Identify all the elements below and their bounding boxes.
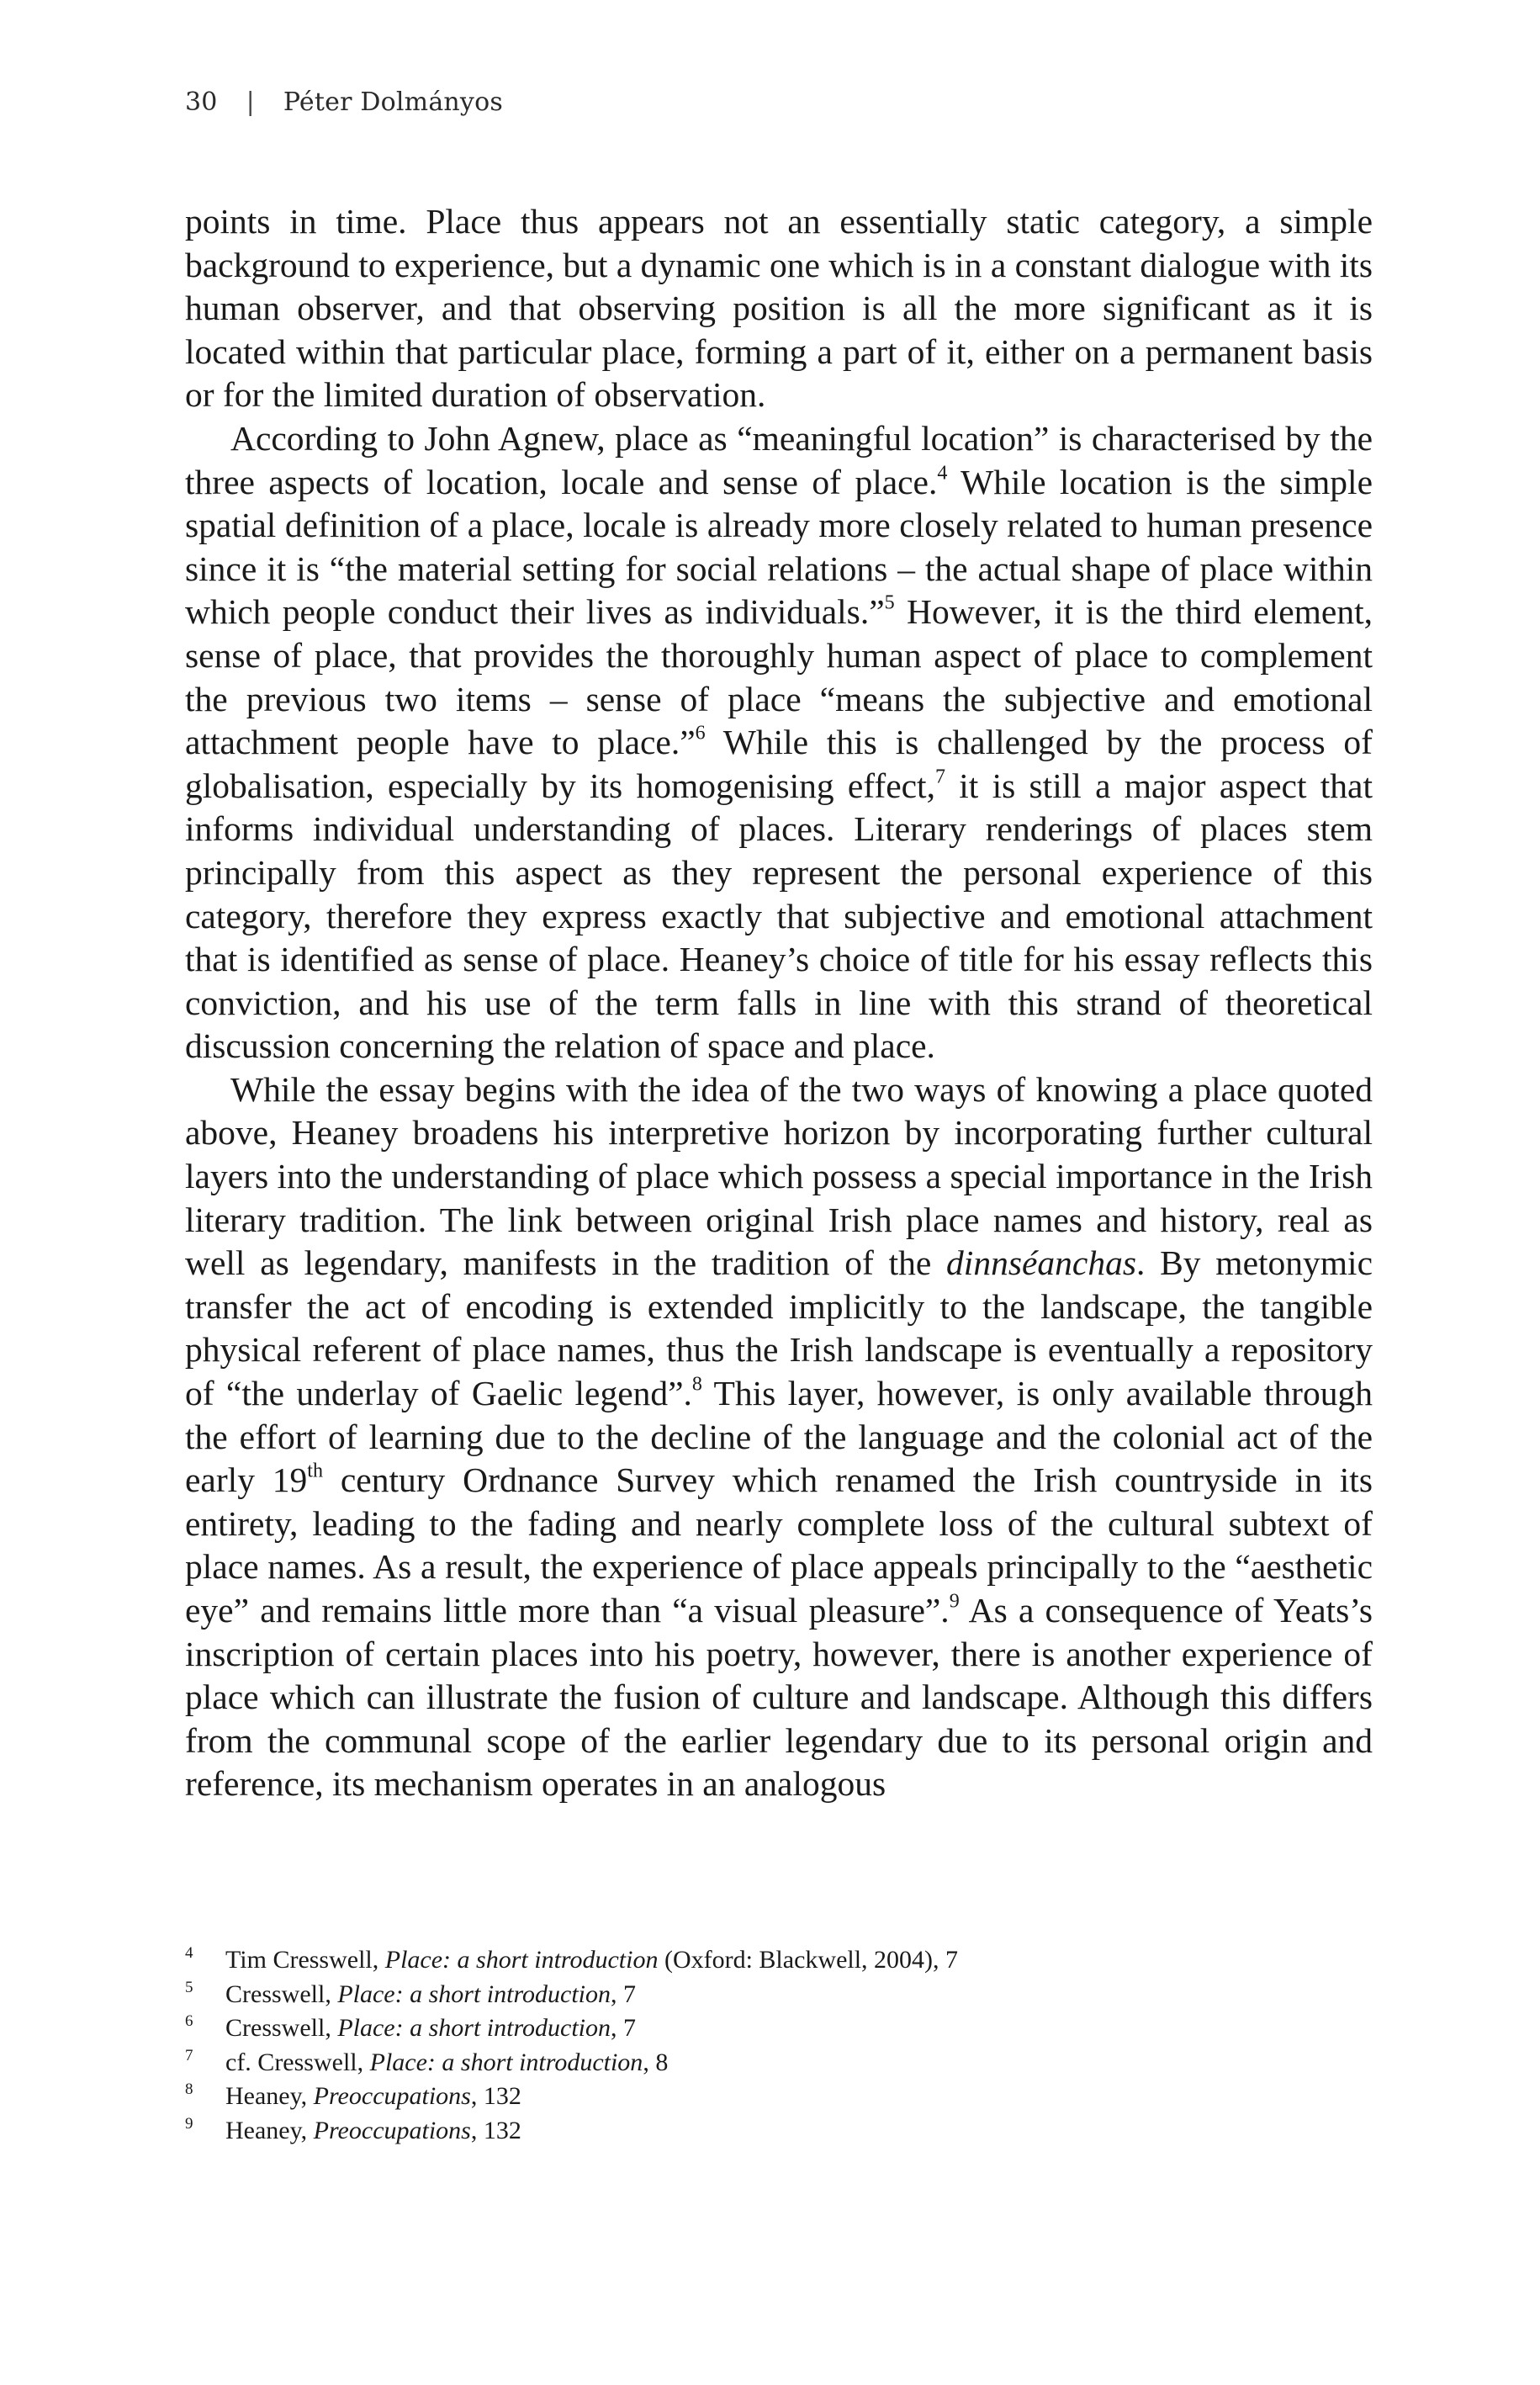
- paragraph: [185, 200, 1373, 417]
- text-run: Tim Cresswell,: [225, 1946, 385, 1974]
- paragraph: [185, 417, 1373, 1068]
- italic-text: Preoccupations: [313, 2082, 471, 2110]
- italic-text: Place: a short introduction: [337, 2014, 611, 2042]
- text-run: Heaney,: [225, 2116, 314, 2144]
- text-run: points in time. Place thus appears not an essentially static category, a simple background to experience, but a dynamic one which is in a constant dialogue with its human observer, and that observing position is all the more significant as it is located within that particular place, forming a part of it, either on a permanent basis or for the limited duration of observation.: [185, 202, 1373, 415]
- footnote-number: 5: [185, 1978, 193, 1996]
- footnote-ref: 4: [937, 462, 948, 485]
- footnote-text: [225, 1978, 1373, 2012]
- footnote-text: [225, 1943, 1373, 1978]
- italic-text: Place: a short introduction: [337, 1980, 611, 2008]
- text-run: cf. Cresswell,: [225, 2048, 370, 2076]
- text-run: However, it is the third element, sense of place, that provides the thoroughly human aspect of place to complement the previous two items – sense of place “means the subjective and emotional attachment people have to place.”: [185, 592, 1373, 762]
- page-number: 30: [185, 87, 218, 117]
- footnotes: [185, 1943, 1373, 2148]
- text-run: it is still a major aspect that informs individual understanding of places. Literary renderings of places stem principally from this aspect as they represent the personal experience of this category, therefore they express exactly that subjective and emotional attachment that is identified as sense of place. Heaney’s choice of title for his essay reflects this conviction, and his use of the term falls in line with this strand of theoretical discussion concerning the relation of space and place.: [185, 766, 1373, 1066]
- paragraph: [185, 1068, 1373, 1806]
- footnote-ref: 6: [695, 722, 706, 745]
- text-run: While this is challenged by the process of globalisation, especially by its homogenising effect,: [185, 723, 1373, 805]
- text-run: . By metonymic transfer the act of encoding is extended implicitly to the landscape, the tangible physical referent of place names, thus the Irish landscape is eventually a repository of “the underlay of Gaelic legend”.: [185, 1243, 1373, 1413]
- text-run: , 7: [611, 1980, 637, 2008]
- text-run: (Oxford: Blackwell, 2004), 7: [658, 1946, 959, 1974]
- footnote-text: [225, 2011, 1373, 2046]
- text-run: According to John Agnew, place as “meaningful location” is characterised by the three aspects of location, locale and sense of place.: [185, 418, 1373, 501]
- running-head: [185, 87, 503, 117]
- text-run: Cresswell,: [225, 1980, 338, 2008]
- text-run: , 8: [643, 2048, 669, 2076]
- footnote-ref: 5: [884, 592, 895, 615]
- footnote: [185, 1978, 1373, 2012]
- italic-text: Preoccupations: [313, 2116, 471, 2144]
- text-run: century Ordnance Survey which renamed the Irish countryside in its entirety, leading to the fading and nearly complete loss of the cultural subtext of place names. As a result, the experience of place appeals principally to the “aesthetic eye” and remains little more than “a visual pleasure”.: [185, 1460, 1373, 1630]
- footnote-text: [225, 2114, 1373, 2149]
- author-name: Péter Dolmányos: [283, 87, 503, 117]
- footnote-ref: 7: [934, 766, 945, 788]
- text-run: Cresswell,: [225, 2014, 338, 2042]
- text-run: , 7: [611, 2014, 637, 2042]
- footnote: [185, 2114, 1373, 2149]
- footnote-ref: th: [307, 1460, 324, 1482]
- footnote: [185, 2046, 1373, 2080]
- italic-text: Place: a short introduction: [384, 1946, 659, 1974]
- footnote-number: 4: [185, 1944, 193, 1962]
- text-run: While the essay begins with the idea of the two ways of knowing a place quoted above, Heaney broadens his interpretive horizon by incorporating further cultural layers into the understanding of place which possess a special importance in the Irish literary tradition. The link between original Irish place names and history, real as well as legendary, manifests in the tradition of the: [185, 1069, 1373, 1283]
- footnote: [185, 1943, 1373, 1978]
- italic-text: Place: a short introduction: [369, 2048, 643, 2076]
- footnote: [185, 2080, 1373, 2114]
- footnote: [185, 2011, 1373, 2046]
- footnote-text: [225, 2080, 1373, 2114]
- footnote-text: [225, 2046, 1373, 2080]
- body-text: [185, 200, 1373, 1806]
- text-run: Heaney,: [225, 2082, 314, 2110]
- header-separator: |: [246, 87, 255, 117]
- text-run: , 132: [470, 2082, 521, 2110]
- footnote-number: 8: [185, 2080, 193, 2098]
- text-run: , 132: [470, 2116, 521, 2144]
- text-run: As a consequence of Yeats’s inscription of certain places into his poetry, however, there is another experience of place which can illustrate the fusion of culture and landscape. Although this differs from the communal scope of the earlier legendary due to its personal origin and reference, its mechanism operates in an analogous: [185, 1591, 1373, 1804]
- text-run: This layer, however, is only available through the effort of learning due to the decline of the language and the colonial act of the early 19: [185, 1374, 1373, 1500]
- footnote-number: 6: [185, 2012, 193, 2030]
- italic-text: dinnséanchas: [946, 1243, 1136, 1283]
- footnote-ref: 8: [691, 1373, 702, 1396]
- text-run: While location is the simple spatial definition of a place, locale is already more closely related to human presence since it is “the material setting for social relations – the actual shape of place within which people conduct their lives as individuals.”: [185, 462, 1373, 632]
- footnote-number: 7: [185, 2046, 193, 2064]
- footnote-number: 9: [185, 2114, 193, 2133]
- footnote-ref: 9: [949, 1590, 960, 1613]
